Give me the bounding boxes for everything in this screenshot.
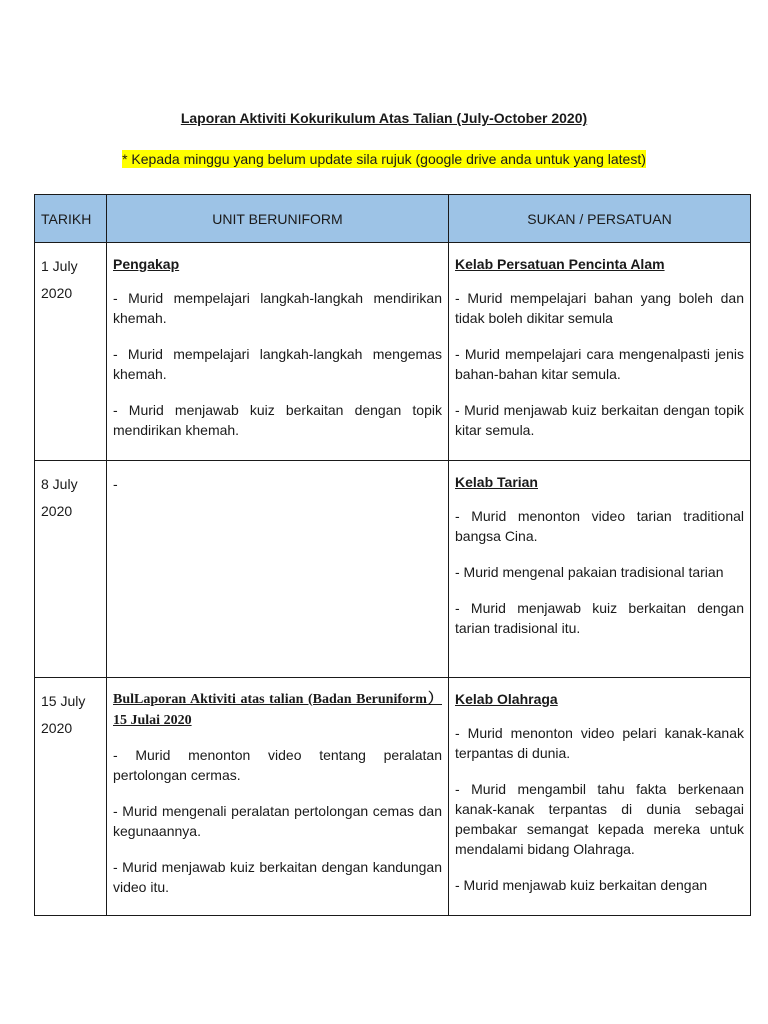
table-row [35,678,751,916]
table-row [35,243,751,461]
unit-activity: - Murid mengenali peralatan pertolongan cemas dan kegunaannya. [113,803,442,839]
club-activity: - Murid mempelajari cara mengenalpasti jenis bahan-bahan kitar semula. [455,346,744,382]
club-heading: Kelab Persatuan Pencinta Alam [455,256,665,272]
date-cell [35,243,107,461]
unit-activity: - Murid menonton video tentang peralatan pertolongan cermas. [113,747,442,783]
unit-heading: Pengakap [113,256,180,272]
unit-activity: - Murid mempelajari langkah-langkah mengemas khemah. [113,346,442,382]
unit-heading: BulLaporan Aktiviti atas talian (Badan Beruniform）15 Julai 2020 [113,692,442,728]
club-activity: - Murid menjawab kuiz berkaitan dengan tarian tradisional itu. [455,600,744,636]
header-date: TARIKH [35,195,107,243]
header-unit-beruniform: UNIT BERUNIFORM [107,195,449,243]
club-cell [449,461,751,678]
unit-empty-marker: - [113,476,118,492]
update-notice: * Kepada minggu yang belum update sila rujuk (google drive anda untuk yang latest) [122,151,646,167]
club-activity: - Murid mengenal pakaian tradisional tarian [455,564,724,580]
date-cell [35,678,107,916]
table-header-row [35,195,751,243]
club-activity: - Murid mempelajari bahan yang boleh dan tidak boleh dikitar semula [455,290,744,326]
date-day: 15 July [41,693,86,709]
club-activity: - Murid menonton video tarian traditional bangsa Cina. [455,508,744,544]
unit-cell [107,243,449,461]
club-activity: - Murid menjawab kuiz berkaitan dengan [455,877,708,893]
unit-cell [107,678,449,916]
header-sukan-persatuan: SUKAN / PERSATUAN [449,195,751,243]
club-cell [449,678,751,916]
date-day: 1 July [41,258,78,274]
document-title: Laporan Aktiviti Kokurikulum Atas Talian (July-October 2020) [180,110,588,126]
club-activity: - Murid mengambil tahu fakta berkenaan kanak-kanak terpantas di dunia sebagai pembakar semangat kepada mereka untuk mendalami bidang Olahraga. [455,781,744,857]
activity-report-table [34,194,751,916]
club-activity: - Murid menjawab kuiz berkaitan dengan topik kitar semula. [455,402,744,438]
date-year: 2020 [41,285,73,301]
unit-activity: - Murid menjawab kuiz berkaitan dengan kandungan video itu. [113,859,442,895]
date-year: 2020 [41,720,73,736]
unit-cell [107,461,449,678]
club-activity: - Murid menonton video pelari kanak-kanak terpantas di dunia. [455,725,744,761]
club-heading: Kelab Tarian [455,474,538,490]
table-row [35,461,751,678]
club-cell [449,243,751,461]
date-day: 8 July [41,476,78,492]
unit-activity: - Murid menjawab kuiz berkaitan dengan topik mendirikan khemah. [113,402,442,438]
date-year: 2020 [41,503,73,519]
unit-activity: - Murid mempelajari langkah-langkah mendirikan khemah. [113,290,442,326]
club-heading: Kelab Olahraga [455,691,558,707]
date-cell [35,461,107,678]
